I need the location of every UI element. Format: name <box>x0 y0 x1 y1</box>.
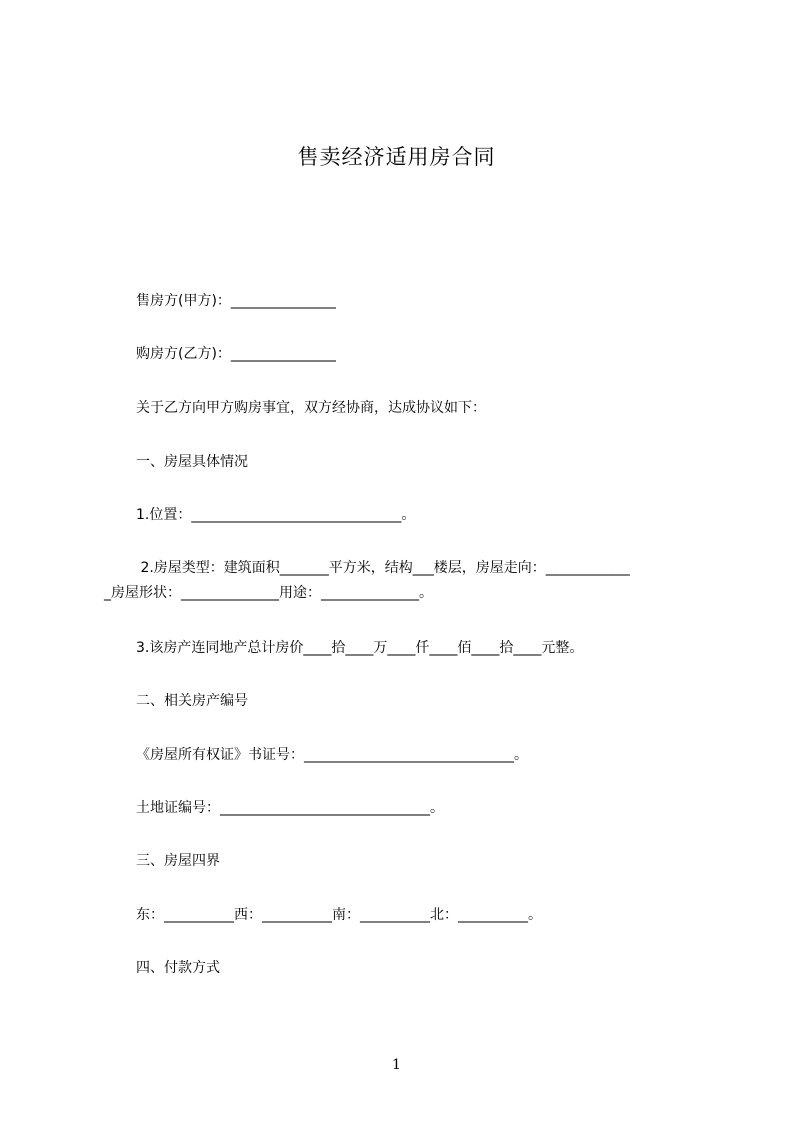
certificate-number-line: 《房屋所有权证》书证号：______________________________。 <box>136 747 528 763</box>
item-property-type-line2: _房屋形状：______________用途：______________。 <box>104 585 433 601</box>
item-location: 1.位置：______________________________。 <box>136 507 416 523</box>
section-heading-property-numbers: 二、相关房产编号 <box>136 693 248 709</box>
buyer-line: 购房方(乙方)：_______________ <box>136 346 336 362</box>
item-total-price: 3.该房产连同地产总计房价____拾____万____仟____佰____拾____元整。 <box>136 640 584 656</box>
section-heading-payment: 四、付款方式 <box>136 960 220 976</box>
intro-paragraph: 关于乙方向甲方购房事宜，双方经协商，达成协议如下： <box>136 400 486 416</box>
page-number: 1 <box>392 1057 401 1073</box>
seller-line: 售房方(甲方)：_______________ <box>136 293 336 309</box>
item-property-type-line1: 2.房屋类型：建筑面积_______平方米，结构___楼层，房屋走向：____________ <box>136 560 630 576</box>
section-heading-property-details: 一、房屋具体情况 <box>136 454 248 470</box>
section-heading-boundaries: 三、房屋四界 <box>136 853 220 869</box>
document-title: 售卖经济适用房合同 <box>297 145 496 169</box>
land-certificate-number-line: 土地证编号：______________________________。 <box>136 800 444 816</box>
boundaries-line: 东：__________西：__________南：__________北：__________。 <box>136 907 542 923</box>
